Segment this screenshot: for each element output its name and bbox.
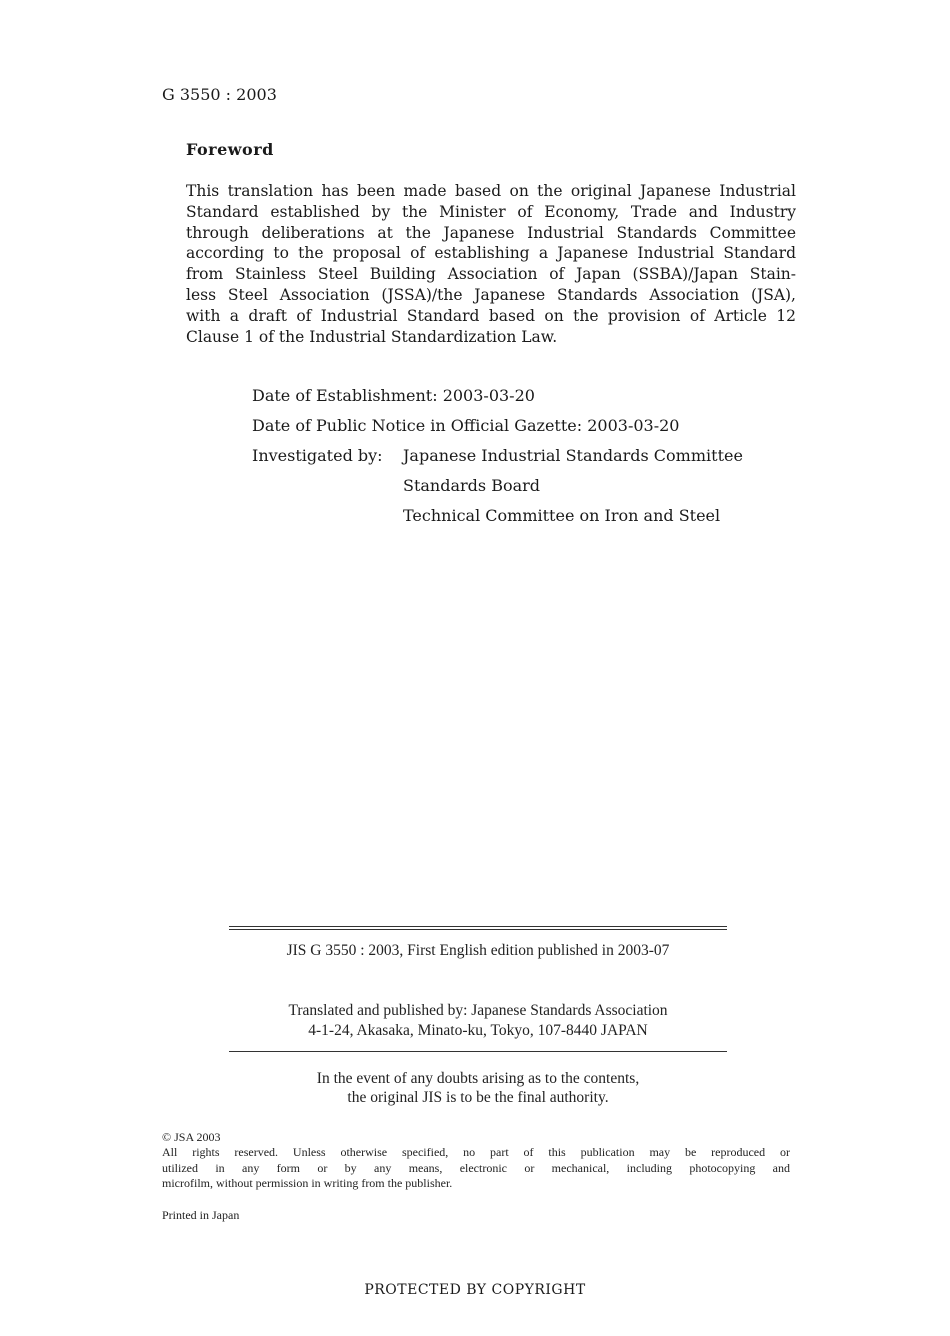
authority-line: the original JIS is to be the final authority. [347, 1089, 609, 1106]
investigated-by-line: Standards Board [403, 476, 541, 495]
foreword-line: from Stainless Steel Building Association of Japan (SSBA)/Japan Stain- [186, 265, 796, 284]
edition-line: JIS G 3550 : 2003, First English edition published in 2003-07 [286, 942, 670, 959]
investigated-by-line: Japanese Industrial Standards Committee [403, 446, 743, 465]
standard-code: G 3550 : 2003 [162, 85, 277, 104]
investigated-by-label: Investigated by: [252, 446, 383, 465]
foreword-line: This translation has been made based on the original Japanese Industrial [186, 182, 796, 200]
rights-statement [162, 1145, 790, 1192]
rights-line: utilized in any form or by any means, electronic or mechanical, including photocopying and [162, 1160, 790, 1175]
protected-by-copyright-footer: PROTECTED BY COPYRIGHT [364, 1282, 586, 1298]
publisher-address: 4-1-24, Akasaka, Minato-ku, Tokyo, 107-8440 JAPAN [308, 1022, 648, 1039]
middle-rule [229, 1051, 727, 1052]
foreword-line: Standard established by the Minister of Economy, Trade and Industry [186, 202, 796, 221]
foreword-line: according to the proposal of establishing a Japanese Industrial Standard [186, 244, 796, 263]
copyright-notice: © JSA 2003 [162, 1130, 221, 1144]
date-of-public-notice: Date of Public Notice in Official Gazette: 2003-03-20 [252, 416, 680, 435]
rights-line: All rights reserved. Unless otherwise specified, no part of this publication may be reproduced or [162, 1145, 790, 1159]
publisher-line: Translated and published by: Japanese Standards Association [288, 1002, 668, 1019]
foreword-title: Foreword [186, 140, 274, 159]
foreword-line: Clause 1 of the Industrial Standardization Law. [186, 327, 558, 346]
foreword-line: less Steel Association (JSSA)/the Japanese Standards Association (JSA), [186, 285, 796, 304]
foreword-body [186, 181, 796, 347]
date-of-establishment: Date of Establishment: 2003-03-20 [252, 386, 535, 405]
printed-in-japan: Printed in Japan [162, 1208, 240, 1222]
authority-block [229, 1069, 727, 1107]
top-double-rule [229, 926, 727, 927]
rights-line: microfilm, without permission in writing from the publisher. [162, 1176, 453, 1190]
foreword-line: with a draft of Industrial Standard based on the provision of Article 12 [186, 306, 796, 325]
publisher-block [229, 1001, 727, 1041]
authority-line: In the event of any doubts arising as to the contents, [316, 1070, 640, 1087]
investigated-by-line: Technical Committee on Iron and Steel [403, 506, 721, 525]
foreword-line: through deliberations at the Japanese Industrial Standards Committee [186, 223, 796, 242]
